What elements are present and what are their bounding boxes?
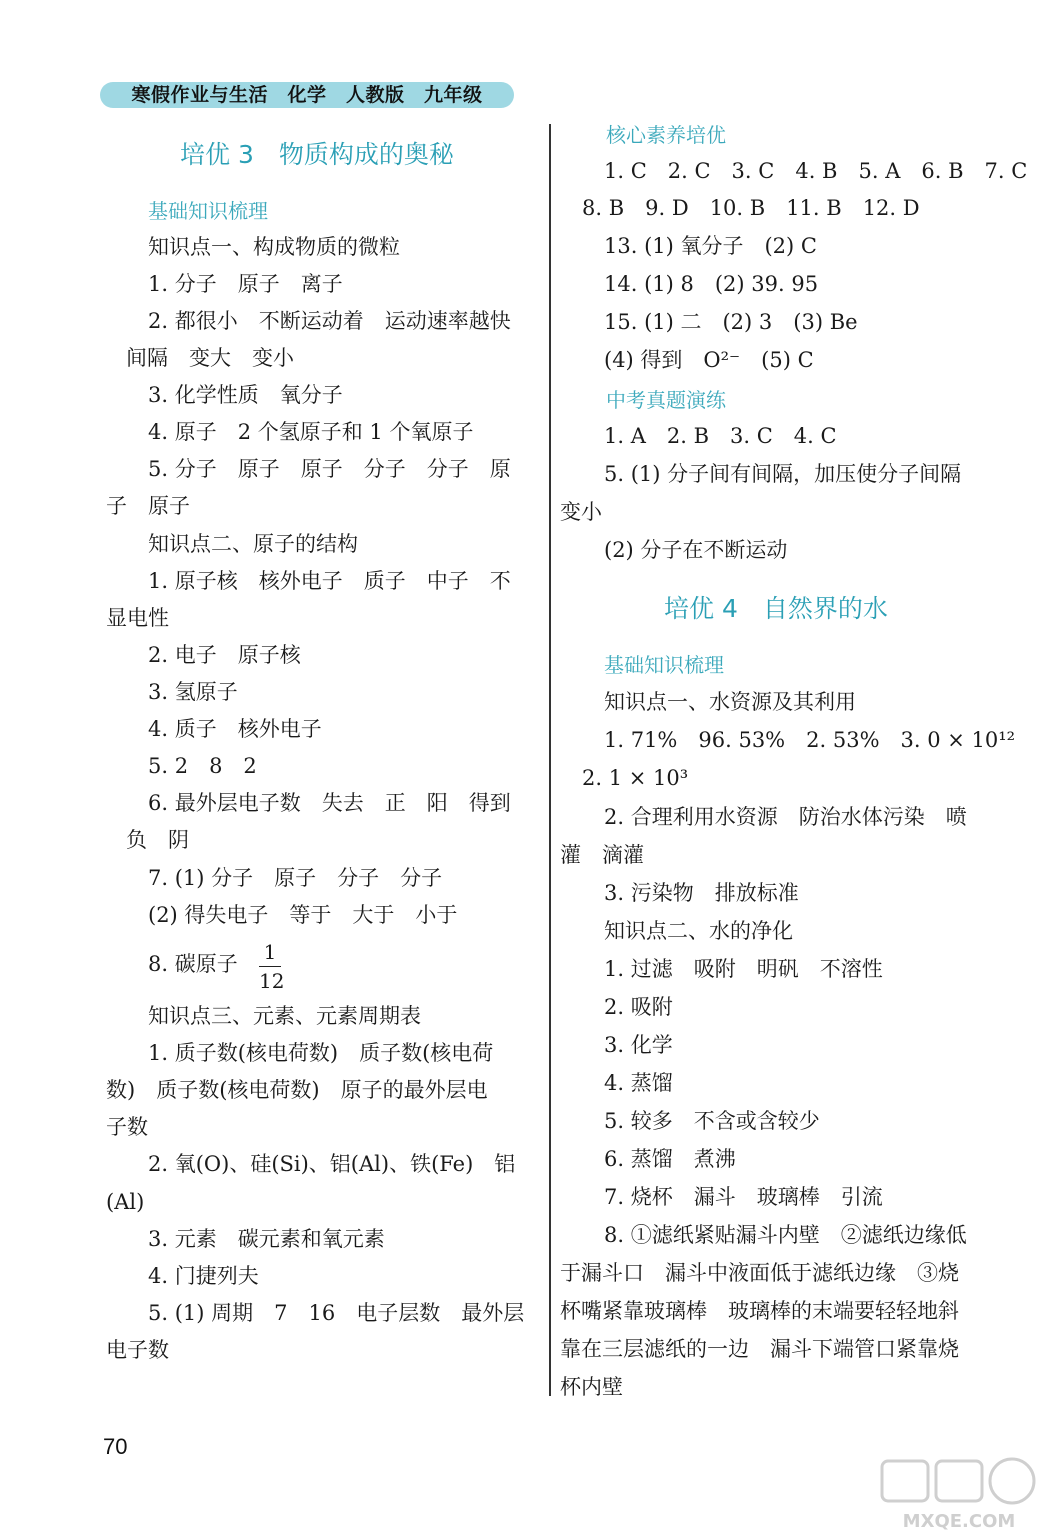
- fraction-bar: [259, 966, 281, 967]
- left-line: 知识点三、元素、元素周期表: [148, 1004, 421, 1028]
- right-line: 1. C 2. C 3. C 4. B 5. A 6. B 7. C: [604, 159, 1028, 183]
- left-line: 2. 都很小 不断运动着 运动速率越快: [148, 309, 511, 333]
- left-line: 知识点二、原子的结构: [148, 532, 358, 556]
- fraction-numerator: 1: [263, 940, 277, 964]
- fraction-denominator: 12: [259, 969, 285, 993]
- left-line: 电子数: [106, 1338, 169, 1362]
- right-line: 3. 化学: [604, 1033, 673, 1057]
- left-line: 负 阴: [126, 828, 189, 852]
- subsection-title: 基础知识梳理: [148, 199, 268, 223]
- left-line: 1. 分子 原子 离子: [148, 272, 343, 296]
- right-line: 于漏斗口 漏斗中液面低于滤纸边缘 ③烧: [560, 1261, 959, 1285]
- left-line: 5. 2 8 2: [148, 754, 257, 778]
- right-line: 4. 蒸馏: [604, 1071, 673, 1095]
- page-number: 70: [103, 1434, 128, 1459]
- right-line: 知识点二、水的净化: [604, 919, 793, 943]
- subsection-title: 核心素养培优: [606, 123, 726, 147]
- right-line: 1. 过滤 吸附 明矾 不溶性: [604, 957, 883, 981]
- left-line: 3. 氢原子: [148, 680, 238, 704]
- left-line: 显电性: [106, 606, 169, 630]
- left-line: 1. 原子核 核外电子 质子 中子 不: [148, 569, 511, 593]
- right-line: 1. A 2. B 3. C 4. C: [604, 424, 837, 448]
- right-line: 1. 71% 96. 53% 2. 53% 3. 0 × 10¹²: [604, 728, 1016, 752]
- left-line: 5. 分子 原子 原子 分子 分子 原: [148, 457, 511, 481]
- left-line: 子数: [106, 1115, 148, 1139]
- left-line: 知识点一、构成物质的微粒: [148, 235, 400, 259]
- left-line: 间隔 变大 变小: [126, 346, 294, 370]
- left-line: (2) 得失电子 等于 大于 小于: [148, 903, 458, 927]
- right-line: 14. (1) 8 (2) 39. 95: [604, 272, 819, 296]
- right-line: 2. 1 × 10³: [582, 766, 689, 790]
- right-line: 2. 吸附: [604, 995, 673, 1019]
- left-line: 5. (1) 周期 7 16 电子层数 最外层: [148, 1301, 525, 1325]
- right-line: (2) 分子在不断运动: [604, 538, 788, 562]
- right-line: 3. 污染物 排放标准: [604, 881, 799, 905]
- left-line: 8. 碳原子: [148, 952, 238, 976]
- left-line: 数) 质子数(核电荷数) 原子的最外层电: [106, 1078, 488, 1102]
- right-line: 变小: [560, 500, 602, 524]
- right-line: 杯嘴紧靠玻璃棒 玻璃棒的末端要轻轻地斜: [560, 1299, 959, 1323]
- left-line: 1. 质子数(核电荷数) 质子数(核电荷: [148, 1041, 494, 1065]
- left-line: 4. 门捷列夫: [148, 1264, 259, 1288]
- left-line: 6. 最外层电子数 失去 正 阳 得到: [148, 791, 511, 815]
- left-line: 4. 原子 2 个氢原子和 1 个氧原子: [148, 420, 474, 444]
- left-line: 2. 氧(O)、硅(Si)、铝(Al)、铁(Fe) 铝: [148, 1152, 516, 1176]
- right-line: 8. ①滤纸紧贴漏斗内壁 ②滤纸边缘低: [604, 1223, 967, 1247]
- watermark-logo: [874, 1455, 1044, 1533]
- left-line: 子 原子: [106, 494, 190, 518]
- right-line: 2. 合理利用水资源 防治水体污染 喷: [604, 805, 967, 829]
- column-divider: [549, 124, 551, 1396]
- subsection-title: 基础知识梳理: [604, 653, 724, 677]
- section-title-4: 培优 4 自然界的水: [664, 594, 888, 623]
- right-line: 8. B 9. D 10. B 11. B 12. D: [582, 196, 920, 220]
- left-line: (Al): [106, 1190, 145, 1214]
- left-line: 4. 质子 核外电子: [148, 717, 322, 741]
- left-line: 3. 化学性质 氧分子: [148, 383, 343, 407]
- right-line: 6. 蒸馏 煮沸: [604, 1147, 736, 1171]
- subsection-title: 中考真题演练: [606, 388, 726, 412]
- right-line: 灌 滴灌: [560, 843, 644, 867]
- right-line: 13. (1) 氧分子 (2) C: [604, 234, 817, 258]
- watermark-url: MXQE.COM: [902, 1511, 1016, 1532]
- section-title-3: 培优 3 物质构成的奥秘: [180, 140, 454, 169]
- right-line: 靠在三层滤纸的一边 漏斗下端管口紧靠烧: [560, 1337, 959, 1361]
- left-line: 7. (1) 分子 原子 分子 分子: [148, 866, 443, 890]
- right-line: 杯内壁: [560, 1375, 623, 1399]
- right-line: 15. (1) 二 (2) 3 (3) Be: [604, 310, 858, 334]
- left-line: 2. 电子 原子核: [148, 643, 301, 667]
- right-line: (4) 得到 O²⁻ (5) C: [604, 348, 814, 372]
- right-line: 5. 较多 不含或含较少: [604, 1109, 820, 1133]
- fraction: [259, 940, 285, 993]
- right-line: 5. (1) 分子间有间隔，加压使分子间隔: [604, 462, 962, 486]
- header-title: 寒假作业与生活 化学 人教版 九年级: [131, 84, 483, 106]
- left-line: 3. 元素 碳元素和氧元素: [148, 1227, 385, 1251]
- right-line: 知识点一、水资源及其利用: [604, 690, 856, 714]
- right-line: 7. 烧杯 漏斗 玻璃棒 引流: [604, 1185, 883, 1209]
